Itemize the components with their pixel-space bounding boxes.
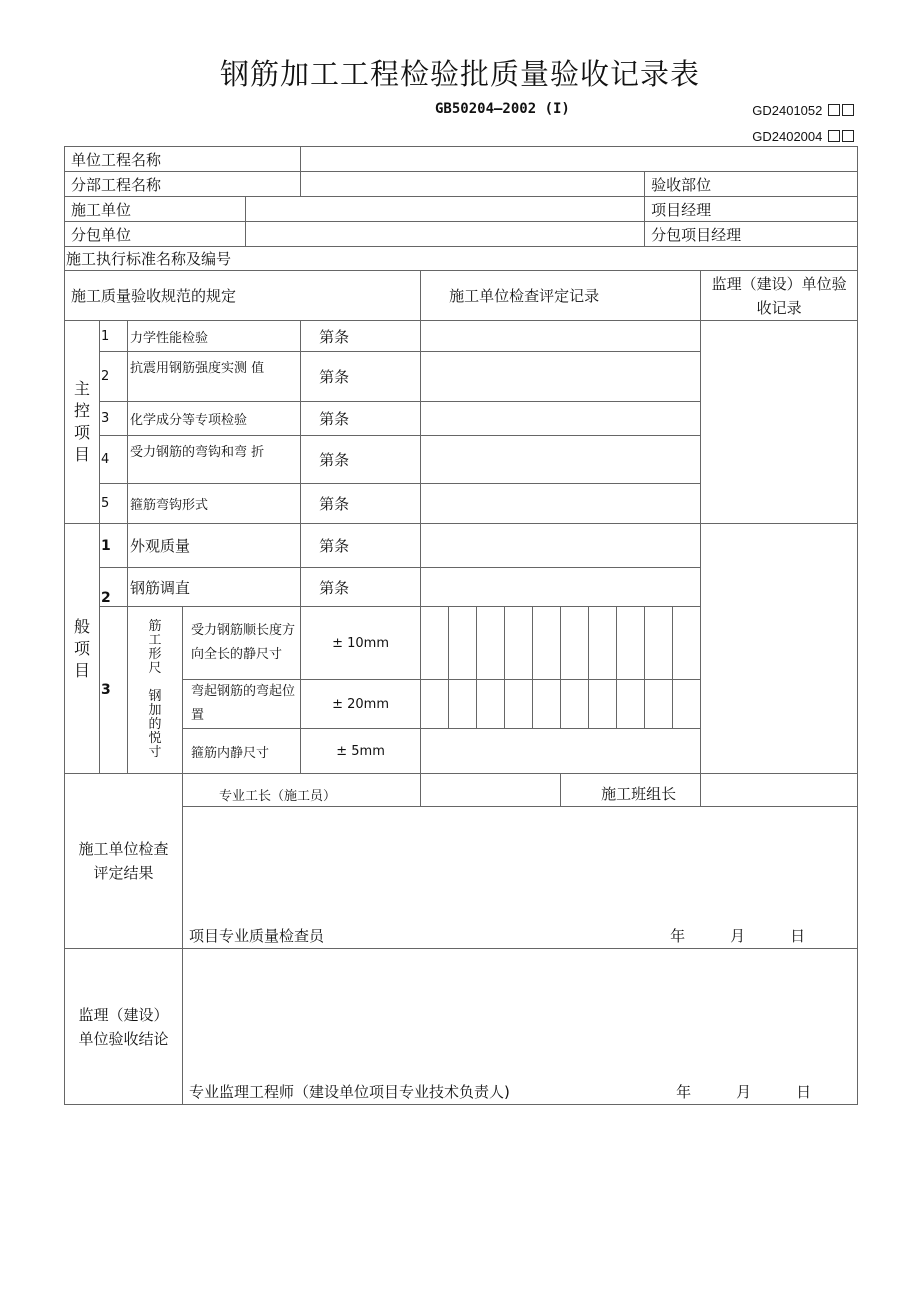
measure-cell[interactable] <box>449 607 477 680</box>
measure-cell[interactable] <box>561 680 589 729</box>
sub-project-label: 分部工程名称 <box>65 172 301 197</box>
main-item-name: 抗震用钢筋强度实测 值 <box>128 352 301 402</box>
form-code-1: GD2401052 <box>752 103 854 118</box>
general-item-name: 钢筋调直 <box>128 568 301 607</box>
spec-header: 施工质量验收规范的规定 <box>65 271 421 321</box>
page-title: 钢筋加工工程检验批质量验收记录表 <box>219 57 700 91</box>
project-manager-label: 项目经理 <box>645 197 858 222</box>
unit-project-field[interactable] <box>301 147 858 172</box>
standard-label: 施工执行标准名称及编号 <box>65 247 858 271</box>
measure-cell[interactable] <box>477 680 505 729</box>
measure-cell[interactable] <box>645 607 673 680</box>
foreman-field[interactable] <box>421 774 561 807</box>
main-item-no: 4 <box>100 436 128 484</box>
main-item-no: 5 <box>100 484 128 524</box>
checkbox-icon[interactable] <box>842 104 854 116</box>
sub-item-tolerance: ± 20mm <box>301 680 421 729</box>
measure-cell[interactable] <box>589 680 617 729</box>
measure-cell[interactable] <box>533 607 561 680</box>
general-label: 般项目 <box>65 524 100 774</box>
measure-cell[interactable] <box>449 680 477 729</box>
measure-cell[interactable] <box>673 680 701 729</box>
sub-item-tolerance: ± 10mm <box>301 607 421 680</box>
construction-unit-label: 施工单位 <box>65 197 246 222</box>
general-item-record[interactable] <box>421 524 701 568</box>
main-item-clause: 第条 <box>301 436 421 484</box>
standard-code: GB50204—2002 (I) <box>435 101 570 117</box>
main-item-record[interactable] <box>421 321 701 352</box>
sub-item-name: 弯起钢筋的弯起位置 <box>183 680 301 729</box>
main-supervision-record[interactable] <box>701 321 858 524</box>
measure-cell[interactable] <box>617 680 645 729</box>
supervision-sign-area[interactable] <box>183 949 858 1105</box>
main-item-name: 力学性能检验 <box>128 321 301 352</box>
general-item-clause: 第条 <box>301 568 421 607</box>
sub-project-field[interactable] <box>301 172 645 197</box>
inspector-label: 项目专业质量检查员 <box>189 927 325 945</box>
measure-cell[interactable] <box>421 729 858 774</box>
measure-cell[interactable] <box>505 680 533 729</box>
team-leader-label: 施工班组长 <box>561 774 701 807</box>
main-item-record[interactable] <box>421 436 701 484</box>
checkbox-icon[interactable] <box>828 130 840 142</box>
construction-result-label: 施工单位检查评定结果 <box>65 774 183 949</box>
measure-cell[interactable] <box>533 680 561 729</box>
measure-cell[interactable] <box>421 607 449 680</box>
main-item-no: 3 <box>100 402 128 436</box>
main-item-name: 箍筋弯钩形式 <box>128 484 301 524</box>
main-item-no: 2 <box>100 352 128 402</box>
main-item-no: 1 <box>100 321 128 352</box>
general-item-record[interactable] <box>421 568 701 607</box>
measure-cell[interactable] <box>617 607 645 680</box>
measure-cell[interactable] <box>673 607 701 680</box>
general-item-clause: 第条 <box>301 524 421 568</box>
subcontract-manager-label: 分包项目经理 <box>645 222 858 247</box>
engineer-label: 专业监理工程师（建设单位项目专业技术负责人) <box>189 1083 510 1101</box>
main-item-record[interactable] <box>421 484 701 524</box>
team-leader-field[interactable] <box>701 774 858 807</box>
sign-date: 年 月 日 <box>676 1083 812 1101</box>
main-item-clause: 第条 <box>301 352 421 402</box>
general-item-no: 2 <box>100 568 128 607</box>
acceptance-part-label: 验收部位 <box>645 172 858 197</box>
measure-cell[interactable] <box>505 607 533 680</box>
main-item-clause: 第条 <box>301 484 421 524</box>
form-code-2: GD2402004 <box>752 129 854 144</box>
checkbox-icon[interactable] <box>828 104 840 116</box>
main-item-name: 化学成分等专项检验 <box>128 402 301 436</box>
subcontractor-label: 分包单位 <box>65 222 246 247</box>
sign-date: 年 月 日 <box>670 927 806 945</box>
main-control-label: 主控项目 <box>65 321 100 524</box>
inspection-form-table <box>64 146 858 1105</box>
supervision-result-label: 监理（建设）单位验收结论 <box>65 949 183 1105</box>
measure-cell[interactable] <box>561 607 589 680</box>
construction-unit-field[interactable] <box>246 197 645 222</box>
main-item-clause: 第条 <box>301 321 421 352</box>
measure-cell[interactable] <box>421 680 449 729</box>
main-item-name: 受力钢筋的弯钩和弯 折 <box>128 436 301 484</box>
dimension-group-label: 筋工形尺 钢加的悦寸 <box>128 607 183 774</box>
general-item-no: 1 <box>100 524 128 568</box>
unit-project-label: 单位工程名称 <box>65 147 301 172</box>
sub-item-name: 受力钢筋顺长度方向全长的静尺寸 <box>183 607 301 680</box>
measure-cell[interactable] <box>589 607 617 680</box>
foreman-label: 专业工长（施工员） <box>183 774 421 807</box>
subcontractor-field[interactable] <box>246 222 645 247</box>
record-header: 施工单位检查评定记录 <box>421 271 701 321</box>
sub-item-name: 箍筋内静尺寸 <box>183 729 301 774</box>
main-item-record[interactable] <box>421 352 701 402</box>
main-item-record[interactable] <box>421 402 701 436</box>
general-item-no: 3 <box>100 607 128 774</box>
sub-item-tolerance: ± 5mm <box>301 729 421 774</box>
inspector-sign-area[interactable] <box>183 807 858 949</box>
main-item-clause: 第条 <box>301 402 421 436</box>
checkbox-icon[interactable] <box>842 130 854 142</box>
measure-cell[interactable] <box>645 680 673 729</box>
measure-cell[interactable] <box>477 607 505 680</box>
general-item-name: 外观质量 <box>128 524 301 568</box>
supervision-header: 监理（建设）单位验收记录 <box>701 271 858 321</box>
